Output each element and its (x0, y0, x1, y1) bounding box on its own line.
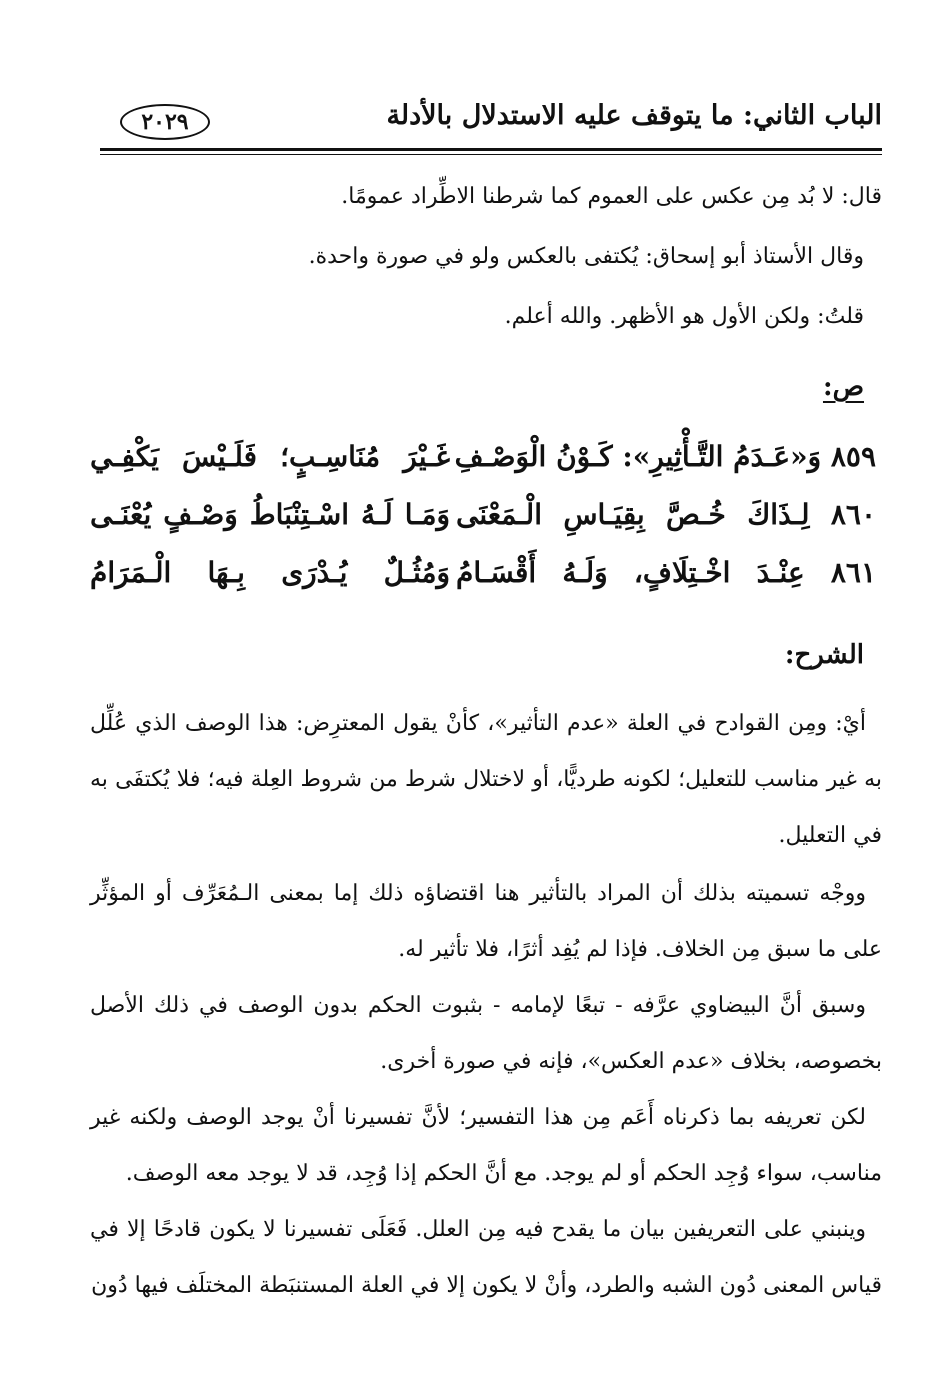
commentary-paragraph: وينبني على التعريفين بيان ما يقدح فيه مِن العلل. فَعَلَى تفسيرنا لا يكون قادحًا إلا في قياس المعنى دُون الشبه والطرد، وأنْ لا يكون إلا في العلة المستنبَطة المختلَف فيها دُون (90, 1217, 882, 1298)
verse-first-hemistich: ٨٥٩ وَ«عَـدَمُ التَّـأْثِيرِ»: كَـوْنُ الْوَصْـفِ (454, 440, 876, 473)
verse-row (90, 556, 876, 606)
verse-row (90, 440, 876, 490)
header-rule-thin (100, 154, 882, 155)
verse-first-hemistich: ٨٦١ عِنْـدَ اخْـتِلَافٍ، وَلَـهُ أَقْسَـامُ (456, 556, 876, 589)
verse-second-hemistich: غَـيْرَ مُنَاسِـبٍ؛ فَلَـيْسَ يَكْفِـي (90, 440, 450, 473)
commentary-paragraph: لكن تعريفه بما ذكرناه أَعَم مِن هذا التفسير؛ لأنَّ تفسيرنا أنْ يوجد الوصف ولكنه غير مناسب، سواء وُجِد الحكم أو لم يوجد. مع أنَّ الحكم إذا وُجِد، قد لا يوجد معه الوصف. (90, 1105, 882, 1186)
running-header (100, 92, 882, 152)
sharh-label: الشرح: (784, 640, 864, 670)
chapter-title: الباب الثاني: ما يتوقف عليه الاستدلال بالأدلة (386, 100, 882, 131)
verse-first-hemistich: ٨٦٠ لِـذَاكَ خُـصَّ بِقِيَـاسِ الْـمَعْنَى (456, 498, 876, 531)
header-rule-thick (100, 148, 882, 151)
intro-line: قلتُ: ولكن الأول هو الأظهر. والله أعلم. (504, 304, 864, 329)
intro-line: وقال الأستاذ أبو إسحاق: يُكتفى بالعكس ولو في صورة واحدة. (308, 244, 864, 269)
page-number-badge: ٢٠٢٩ (120, 104, 210, 140)
intro-line: قال: لا بُد مِن عكس على العموم كما شرطنا الاطِّراد عمومًا. (341, 184, 882, 209)
verse-second-hemistich: وَمَـا لَـهُ اسْـتِنْبَاطُ وَصْـفٍ يُعْنَـى (90, 498, 450, 531)
commentary-paragraph: وسبق أنَّ البيضاوي عرَّفه - تبعًا لإمامه - بثبوت الحكم بدون الوصف في ذلك الأصل بخصوصه، بخلاف «عدم العكس»، فإنه في صورة أخرى. (90, 993, 882, 1074)
verse-row (90, 498, 876, 548)
commentary-paragraph: ووجْه تسميته بذلك أن المراد بالتأثير هنا اقتضاؤه ذلك إما بمعنى الـمُعَرِّف أو المؤثِّر على ما سبق مِن الخلاف. فإذا لم يُفِد أثرًا، فلا تأثير له. (90, 881, 882, 962)
commentary-paragraph: أيْ: ومِن القوادح في العلة «عدم التأثير»، كأنْ يقول المعترِض: هذا الوصف الذي عُلِّل به غير مناسب للتعليل؛ لكونه طرديًّا، أو لاختلال شرط من شروط العِلة فيه؛ فلا يُكتفَى به في التعليل. (90, 711, 882, 848)
verse-second-hemistich: وَمُثُـلٌ يُـدْرَى بِـهَا الْـمَرَامُ (90, 556, 450, 589)
matn-label: ص: (822, 372, 864, 402)
